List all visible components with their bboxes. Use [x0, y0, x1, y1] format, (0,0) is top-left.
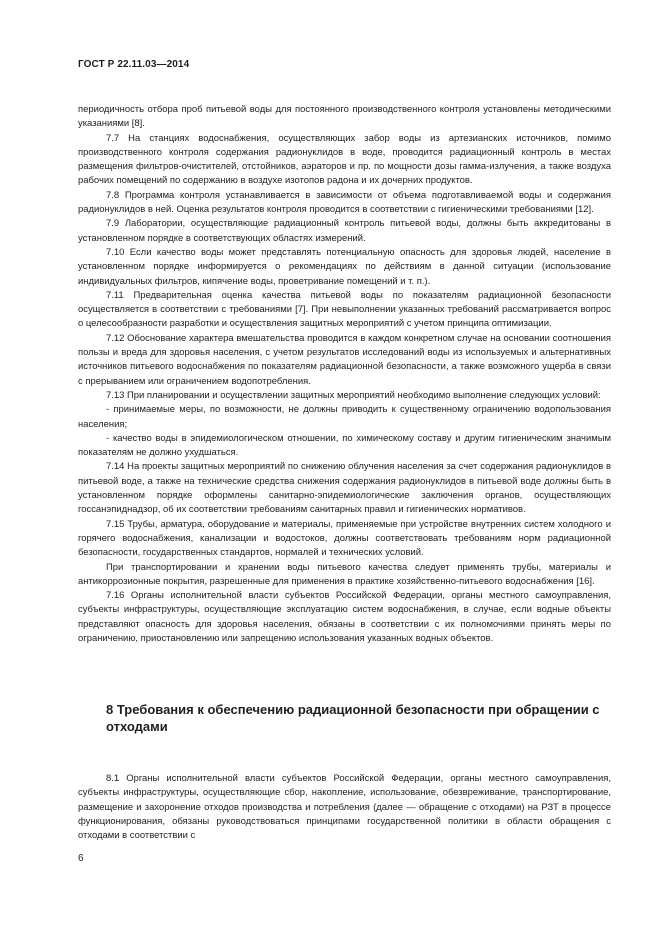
paragraph-7-12: 7.12 Обоснование характера вмешательства проводится в каждом конкретном случае на основании соотношения пользы и вреда для здоровья населения, с учетом результатов исследований воды из используемых и альтернативных источников питьевого водоснабжения по показателям радиационной безопасности, а также возможного ущерба в связи с прерыванием или ограничением водопотребления. [78, 332, 611, 387]
section-8-body [78, 772, 611, 843]
paragraph-7-11: 7.11 Предварительная оценка качества питьевой воды по показателям радиационной безопасности осуществляется в соответствии с требованиями [7]. При невыполнении указанных требований рассматривается вопрос о целесообразности разработки и осуществления защитных мероприятий с учетом принципа оптимизации. [78, 289, 611, 330]
list-item: - качество воды в эпидемиологическом отношении, по химическому составу и другим гигиеническим значимым показателям не должно ухудшаться. [78, 432, 611, 459]
standard-id-header: ГОСТ Р 22.11.03—2014 [78, 59, 190, 70]
paragraph-7-15: 7.15 Трубы, арматура, оборудование и материалы, применяемые при устройстве внутренних систем холодного и горячего водоснабжения, канализации и водостоков, должны соответствовать требованиям норм радиационной безопасности, государственных стандартов, нормалей и технических условий. [78, 518, 611, 559]
paragraph-7-13: 7.13 При планировании и осуществлении защитных мероприятий необходимо выполнение следующих условий: [106, 389, 601, 401]
paragraph-7-9: 7.9 Лаборатории, осуществляющие радиационный контроль питьевой воды, должны быть аккредитованы в установленном порядке в соответствующих областях измерений. [78, 218, 611, 244]
paragraph-continuation: периодичность отбора проб питьевой воды для постоянного производственного контроля установлены методическими указаниями [8]. [78, 104, 611, 130]
paragraph-8-1: 8.1 Органы исполнительной власти субъектов Российской Федерации, органы местного самоуправления, субъекты инфраструктуры, осуществляющие сбор, накопление, использование, обезвреживание, транспортирование, размещение и захоронение отходов производства и потребления (далее — обращение с отходами) на РЗТ в процессе функционирования, обязаны руководствоваться принципами государственной политики в области обращения с отходами в соответствии с [78, 773, 611, 842]
paragraph-7-15-continued: При транспортировании и хранении воды питьевого качества следует применять трубы, материалы и антикоррозионные покрытия, разрешенные для применения в практике хозяйственно-питьевого водоснабжения [16]. [78, 561, 611, 587]
section-8-heading: 8 Требования к обеспечению радиационной безопасности при обращении с отходами [106, 702, 600, 734]
paragraph-7-10: 7.10 Если качество воды может представлять потенциальную опасность для здоровья людей, население в установленном порядке информируется о рекомендациях по действиям в данной ситуации (использование индивидуальных фильтров, кипячение воды, проветривание помещений и т. п.). [78, 246, 611, 287]
body-text [78, 103, 611, 646]
page-number: 6 [78, 853, 84, 864]
list-item: - принимаемые меры, по возможности, не должны приводить к существенному ограничению водопользования населения; [78, 404, 611, 430]
paragraph-7-8: 7.8 Программа контроля устанавливается в зависимости от объема подготавливаемой воды и содержания радионуклидов в ней. Оценка результатов контроля проводится в соответствии с гигиеническими требованиями [12]. [78, 189, 611, 216]
paragraph-7-16: 7.16 Органы исполнительной власти субъектов Российской Федерации, органы местного самоуправления, субъекты инфраструктуры, осуществляющие эксплуатацию систем водоснабжения, в случае, если водные объекты представляют опасность для здоровья населения, обязаны в соответствии с их полномочиями принять меры по ограничению, приостановлению или запрещению использования указанных водных объектов. [78, 590, 611, 644]
paragraph-7-14: 7.14 На проекты защитных мероприятий по снижению облучения населения за счет содержания радионуклидов в питьевой воде, а также на технические средства снижения содержания радионуклидов в питьевой воде должны быть в установленном порядке оформлены санитарно-эпидемиологические заключения органов, осуществляющих госсанэпиднадзор, об их соответствии требованиям санитарных правил и гигиенических нормативов. [78, 461, 611, 516]
paragraph-7-7: 7.7 На станциях водоснабжения, осуществляющих забор воды из артезианских источников, помимо производственного контроля содержания радионуклидов в воде, проводится радиационный контроль в местах размещения фильтров-очистителей, отстойников, аэраторов и пр. по мощности дозы гамма-излучения, а также воздуха рабочих помещений по содержанию в воздухе изотопов радона и их дочерних продуктов. [78, 132, 611, 187]
